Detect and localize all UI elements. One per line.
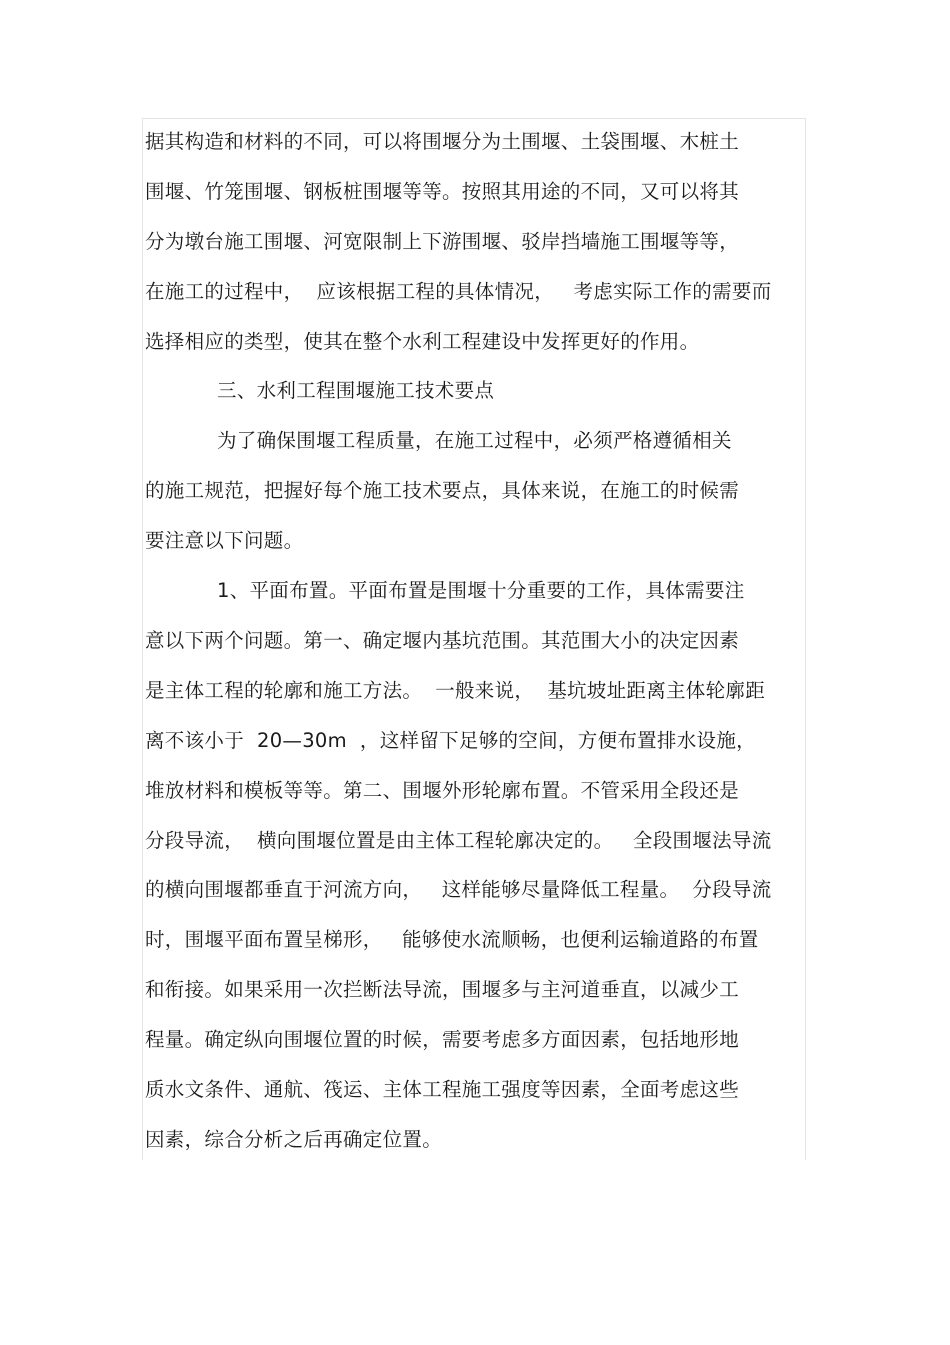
body-line: 选择相应的类型，使其在整个水利工程建设中发挥更好的作用。 bbox=[145, 330, 700, 353]
paragraph-first-line: 为了确保围堰工程质量，在施工过程中，必须严格遵循相关 bbox=[217, 429, 732, 452]
body-line: 程量。确定纵向围堰位置的时候，需要考虑多方面因素，包括地形地 bbox=[145, 1028, 740, 1051]
body-line: 意以下两个问题。第一、确定堰内基坑范围。其范围大小的决定因素 bbox=[145, 629, 740, 652]
body-line: 时，围堰平面布置呈梯形， 能够使水流顺畅，也便利运输道路的布置 bbox=[145, 928, 759, 951]
body-line: 是主体工程的轮廓和施工方法。 一般来说， 基坑坡址距离主体轮廓距 bbox=[145, 679, 765, 702]
body-line: 据其构造和材料的不同，可以将围堰分为土围堰、土袋围堰、木桩土 bbox=[145, 130, 740, 153]
body-line: 要注意以下问题。 bbox=[145, 529, 304, 552]
body-line: 分段导流， 横向围堰位置是由主体工程轮廓决定的。 全段围堰法导流 bbox=[145, 829, 772, 852]
body-line: 和衔接。如果采用一次拦断法导流，围堰多与主河道垂直，以减少工 bbox=[145, 978, 740, 1001]
body-line: 因素，综合分析之后再确定位置。 bbox=[145, 1128, 443, 1151]
paragraph-first-line: 1、平面布置。平面布置是围堰十分重要的工作，具体需要注 bbox=[217, 579, 745, 602]
section-heading: 三、水利工程围堰施工技术要点 bbox=[217, 379, 495, 402]
body-line: 围堰、竹笼围堰、钢板桩围堰等等。按照其用途的不同，又可以将其 bbox=[145, 180, 740, 203]
body-line: 质水文条件、通航、筏运、主体工程施工强度等因素，全面考虑这些 bbox=[145, 1078, 740, 1101]
body-line: 分为墩台施工围堰、河宽限制上下游围堰、驳岸挡墙施工围堰等等， bbox=[145, 230, 740, 253]
body-line: 离不该小于 20—30m ，这样留下足够的空间，方便布置排水设施， bbox=[145, 729, 756, 752]
body-line: 在施工的过程中， 应该根据工程的具体情况， 考虑实际工作的需要而 bbox=[145, 280, 772, 303]
body-line: 的施工规范，把握好每个施工技术要点，具体来说，在施工的时候需 bbox=[145, 479, 740, 502]
body-line: 堆放材料和模板等等。第二、围堰外形轮廓布置。不管采用全段还是 bbox=[145, 779, 740, 802]
body-line: 的横向围堰都垂直于河流方向， 这样能够尽量降低工程量。 分段导流 bbox=[145, 878, 772, 901]
